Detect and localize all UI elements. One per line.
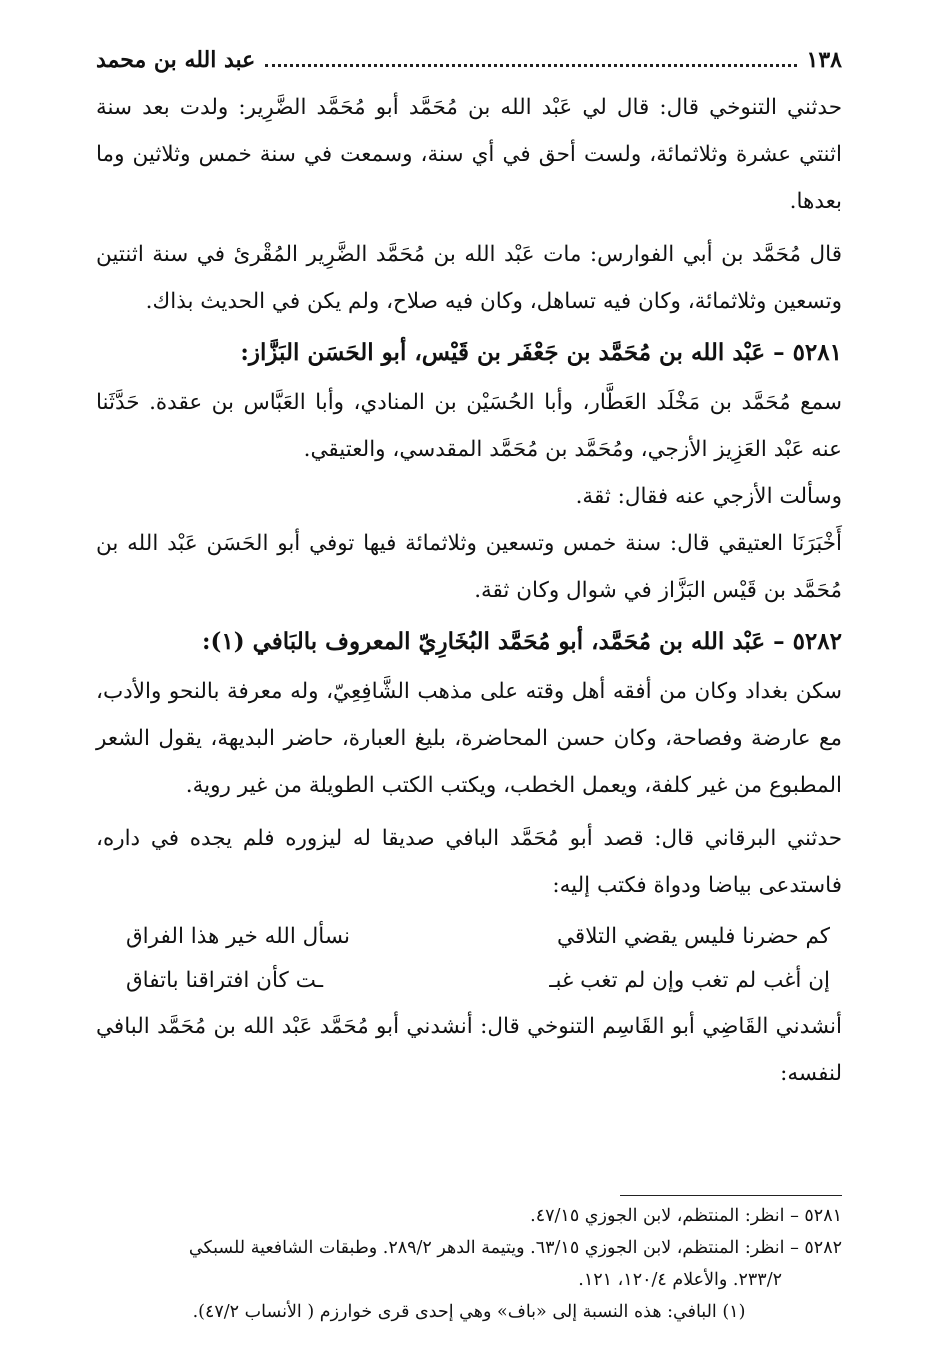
- page-header: [96, 40, 842, 84]
- footnote-separator: [620, 1195, 842, 1196]
- paragraph-1: حدثني التنوخي قال: قال لي عَبْد الله بن مُحَمَّد أبو مُحَمَّد الضَّرِير: ولدت بعد سنة اثنتي عشرة وثلاثمائة، ولست أحق في أي سنة، وسمعت في سنة خمس وثلاثين وما بعدها.: [96, 95, 842, 214]
- paragraph-8: أنشدني القَاضِي أبو القَاسِم التنوخي قال: أنشدني أبو مُحَمَّد عَبْد الله بن مُحَمَّد البافي لنفسه:: [96, 1014, 842, 1086]
- paragraph-3: سمع مُحَمَّد بن مَخْلَد العَطَّار، وأبا الحُسَيْن بن المنادي، وأبا العَبَّاس بن عقدة. حَدَّثَنا عنه عَبْد العَزِيز الأزجي، ومُحَمَّد بن مُحَمَّد المقدسي، والعتيقي.: [96, 390, 843, 462]
- verse-first-hemistich: إن أغب لم تغب وإن لم تغب غبـ: [549, 968, 830, 993]
- poem-verse: [96, 915, 842, 959]
- verse-first-hemistich: كم حضرنا فليس يقضي التلاقي: [557, 924, 830, 949]
- verse-second-hemistich: ـت كأن افتراقنا باتفاق: [126, 968, 324, 993]
- page-number: ١٣٨: [806, 47, 842, 73]
- footnotes: [96, 1200, 842, 1328]
- entry-heading-5281: ٥٢٨١ – عَبْد الله بن مُحَمَّد بن جَعْفَر بن قَيْس، أبو الحَسَن البَزَّاز:: [240, 339, 842, 366]
- header-dotted-leader: [265, 63, 796, 67]
- footnote-1: (١) البافي: هذه النسبة إلى «باف» وهي إحدى قرى خوارزم ( الأنساب ٤٧/٢).: [192, 1302, 746, 1322]
- source-note-5282: ٥٢٨٢ – انظر: المنتظم، لابن الجوزي ٦٣/١٥. ويتيمة الدهر ٢٨٩/٢. وطبقات الشافعية للسبكي: [188, 1238, 842, 1258]
- verse-second-hemistich: نسأل الله خير هذا الفراق: [126, 924, 350, 949]
- paragraph-7: حدثني البرقاني قال: قصد أبو مُحَمَّد البافي صديقا له ليزوره فلم يجده في داره، فاستدعى بياضا ودواة فكتب إليه:: [96, 826, 842, 898]
- paragraph-6: سكن بغداد وكان من أفقه أهل وقته على مذهب الشَّافِعِيّ، وله معرفة بالنحو والأدب، مع عارضة وفصاحة، وكان حسن المحاضرة، بليغ العبارة، حاضر البديهة، يقول الشعر المطبوع من غير كلفة، ويعمل الخطب، ويكتب الكتب الطويلة من غير روية.: [96, 679, 842, 798]
- paragraph-2: قال مُحَمَّد بن أبي الفوارس: مات عَبْد الله بن مُحَمَّد الضَّرِير المُقْرئ في سنة اثنتين وتسعين وثلاثمائة، وكان فيه تساهل، وكان فيه صلاح، ولم يكن في الحديث بذاك.: [96, 242, 842, 314]
- entry-heading-5282: ٥٢٨٢ – عَبْد الله بن مُحَمَّد، أبو مُحَمَّد البُخَارِيّ المعروف بالبَافي (١):: [201, 628, 842, 655]
- poem-verse: [96, 959, 842, 1003]
- page-body: [96, 40, 842, 1097]
- paragraph-4: وسألت الأزجي عنه فقال: ثقة.: [575, 484, 842, 509]
- running-title: عبد الله بن محمد: [96, 47, 256, 73]
- source-note-5281: ٥٢٨١ – انظر: المنتظم، لابن الجوزي ٤٧/١٥.: [530, 1206, 842, 1226]
- paragraph-5: أَخْبَرَنَا العتيقي قال: سنة خمس وتسعين وثلاثمائة فيها توفي أبو الحَسَن عَبْد الله بن مُحَمَّد بن قَيْس البَزَّاز في شوال وكان ثقة.: [96, 531, 842, 603]
- source-note-5282-continued: ٢٣٣/٢. والأعلام ١٢٠/٤، ١٢١.: [578, 1270, 782, 1290]
- poem: [96, 915, 842, 1003]
